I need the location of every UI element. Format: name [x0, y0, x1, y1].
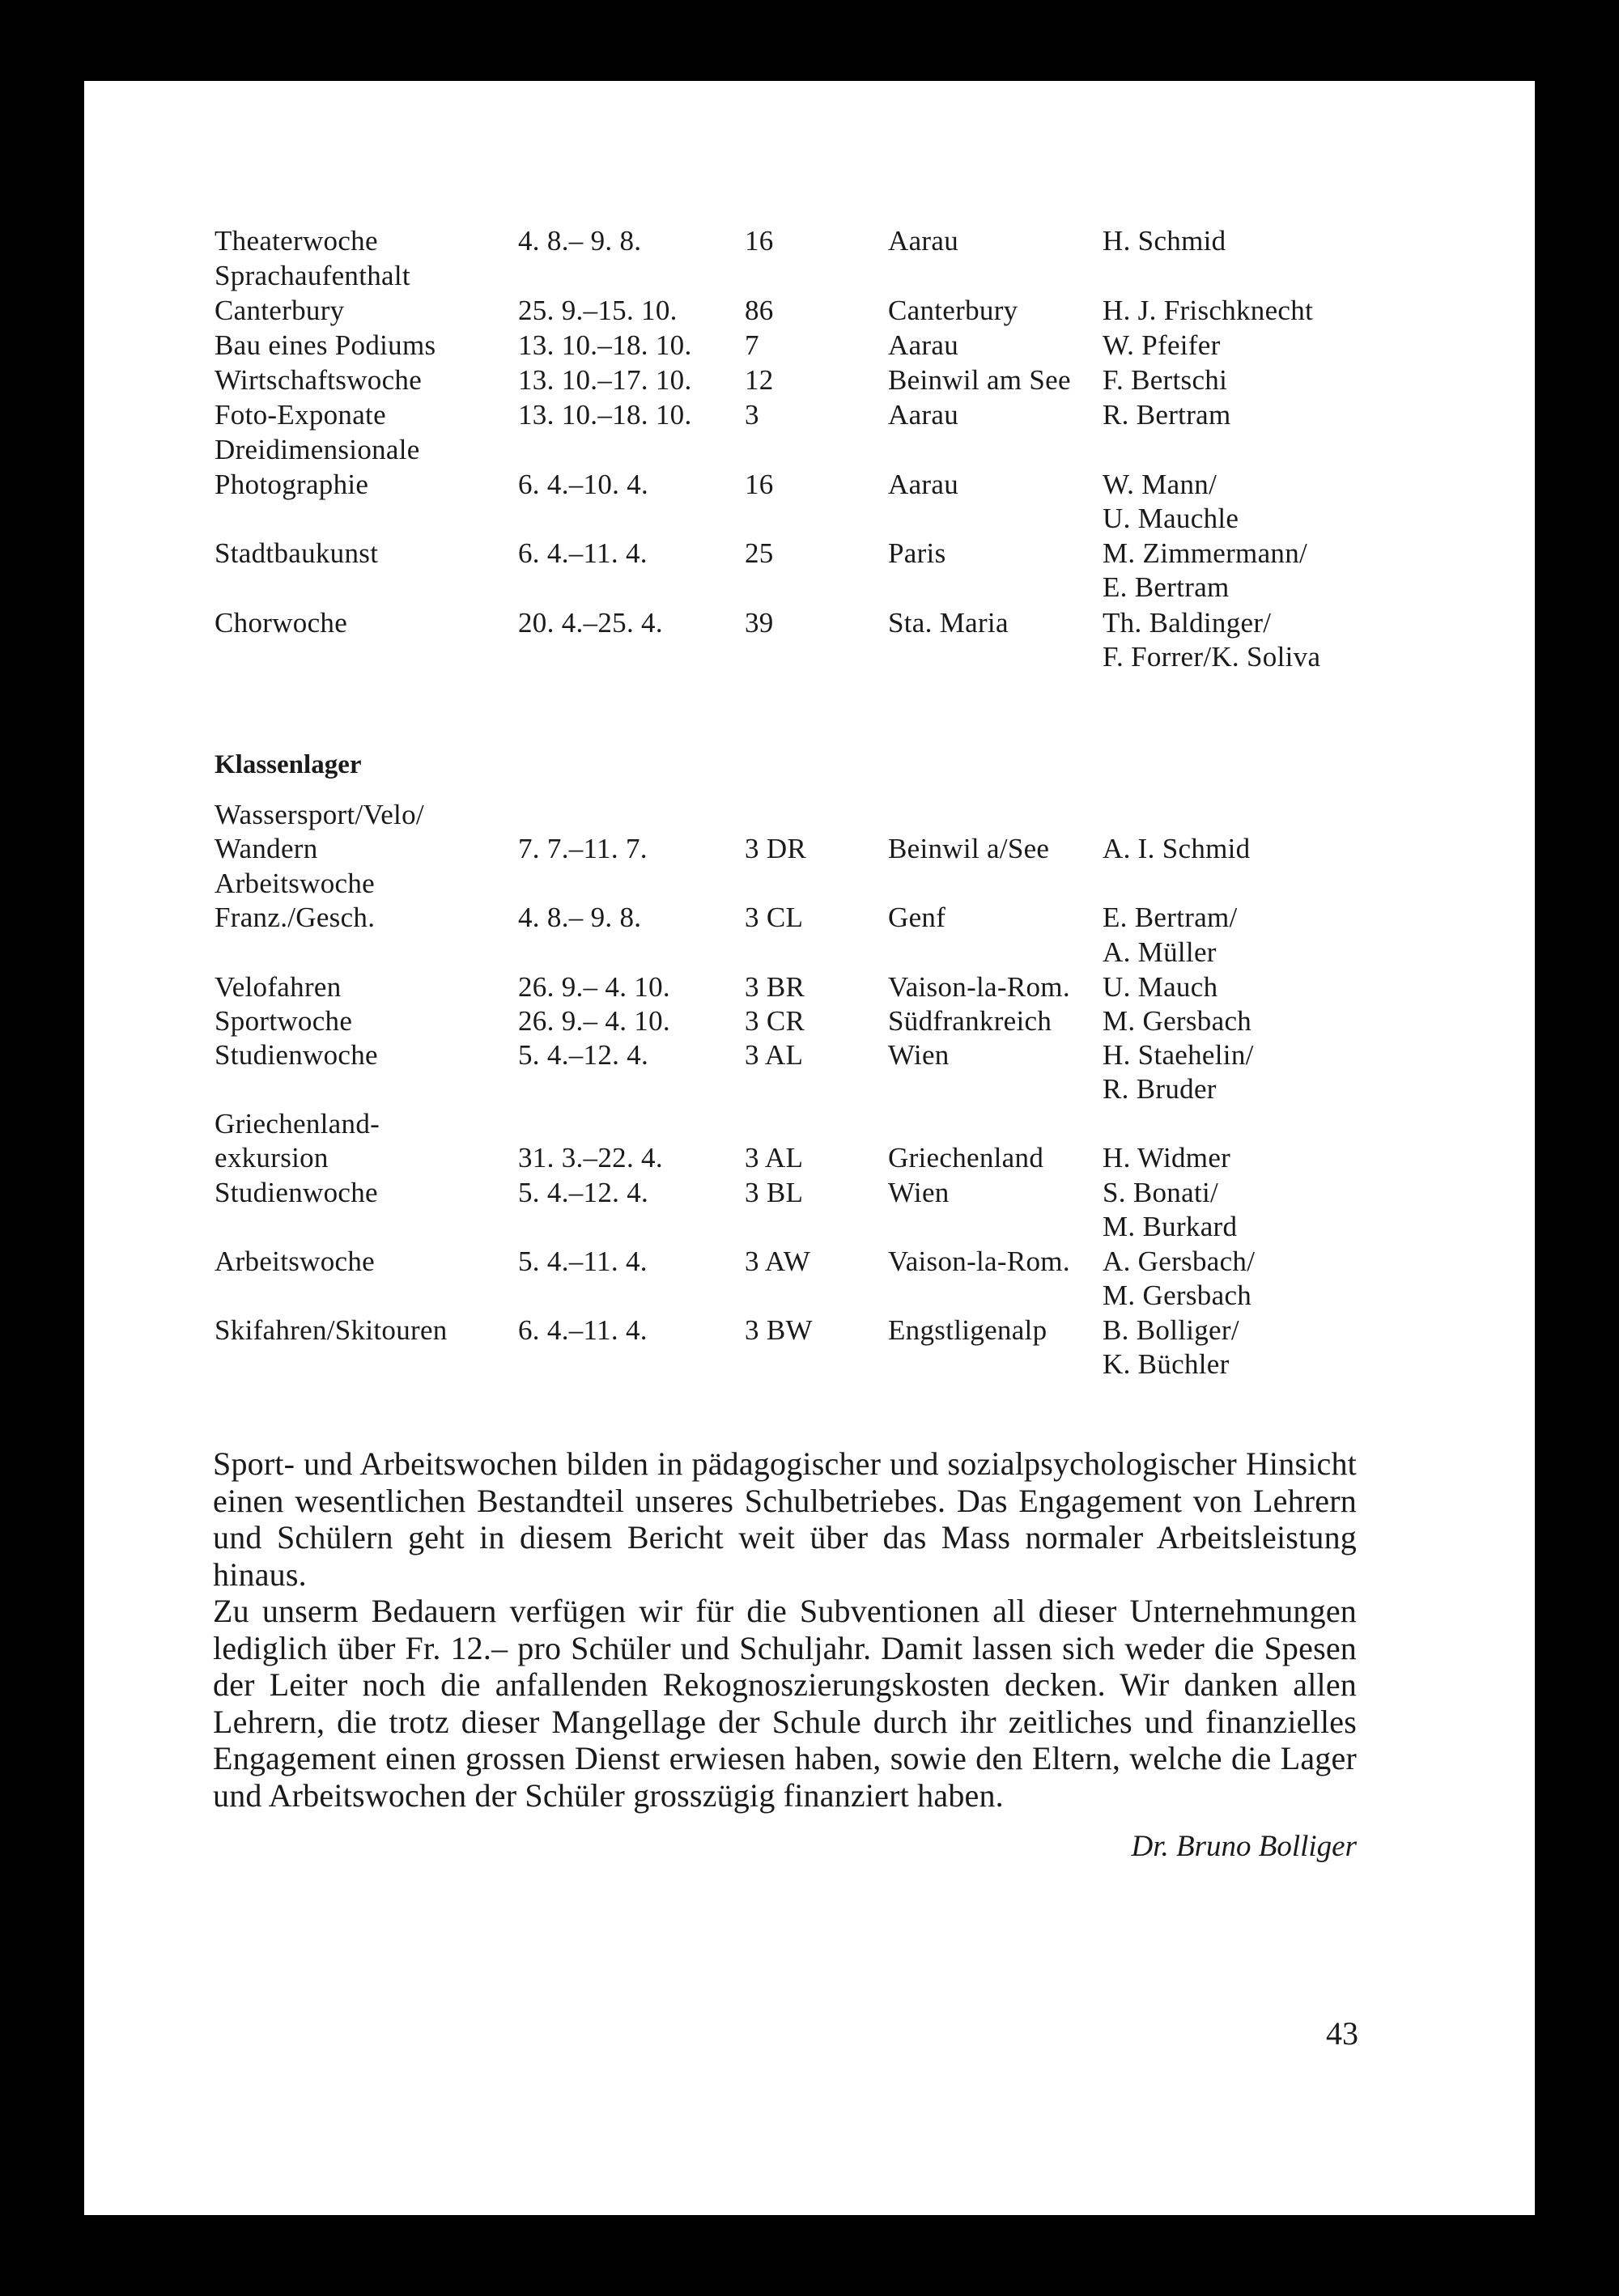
- activity-cell: Griechenland-: [215, 1108, 380, 1140]
- activity-cell: Chorwoche: [215, 607, 348, 639]
- date-cell: 4. 8.– 9. 8.: [518, 902, 642, 933]
- leader-cell: K. Büchler: [1103, 1348, 1230, 1380]
- place-cell: Paris: [888, 537, 946, 569]
- leader-cell: B. Bolliger/: [1103, 1314, 1239, 1346]
- leader-cell: E. Bertram/: [1103, 902, 1238, 933]
- activity-cell: Skifahren/Skitouren: [215, 1314, 448, 1346]
- date-cell: 5. 4.–12. 4.: [518, 1177, 649, 1208]
- activity-cell: Franz./Gesch.: [215, 902, 376, 933]
- activity-cell: Theaterwoche: [215, 225, 378, 257]
- leader-cell: M. Gersbach: [1103, 1280, 1252, 1311]
- place-cell: Aarau: [888, 329, 959, 361]
- leader-cell: Th. Baldinger/: [1103, 607, 1272, 639]
- leader-cell: F. Bertschi: [1103, 364, 1228, 396]
- date-cell: 13. 10.–18. 10.: [518, 329, 692, 361]
- activity-cell: Bau eines Podiums: [215, 329, 436, 361]
- count-cell: 25: [745, 537, 774, 569]
- class-cell: 3 BL: [745, 1177, 804, 1208]
- class-cell: 3 AL: [745, 1039, 804, 1071]
- leader-cell: H. Schmid: [1103, 225, 1226, 257]
- leader-cell: M. Burkard: [1103, 1211, 1238, 1242]
- page-number: 43: [1326, 2015, 1358, 2052]
- date-cell: 13. 10.–17. 10.: [518, 364, 692, 396]
- activity-cell: exkursion: [215, 1142, 329, 1173]
- leader-cell: F. Forrer/K. Soliva: [1103, 641, 1321, 673]
- place-cell: Canterbury: [888, 295, 1018, 326]
- count-cell: 3: [745, 399, 759, 431]
- leader-cell: W. Mann/: [1103, 469, 1217, 500]
- date-cell: 25. 9.–15. 10.: [518, 295, 678, 326]
- leader-cell: M. Gersbach: [1103, 1005, 1252, 1037]
- count-cell: 16: [745, 225, 774, 257]
- leader-cell: R. Bertram: [1103, 399, 1231, 431]
- leader-cell: H. J. Frischknecht: [1103, 295, 1314, 326]
- place-cell: Aarau: [888, 399, 959, 431]
- activity-cell: Studienwoche: [215, 1039, 378, 1071]
- place-cell: Beinwil a/See: [888, 833, 1050, 864]
- leader-cell: M. Zimmermann/: [1103, 537, 1308, 569]
- place-cell: Südfrankreich: [888, 1005, 1052, 1037]
- activity-cell: Stadtbaukunst: [215, 537, 379, 569]
- place-cell: Vaison-la-Rom.: [888, 971, 1070, 1003]
- place-cell: Vaison-la-Rom.: [888, 1246, 1070, 1277]
- activity-cell: Foto-Exponate: [215, 399, 386, 431]
- leader-cell: A. Müller: [1103, 936, 1217, 968]
- leader-cell: S. Bonati/: [1103, 1177, 1219, 1208]
- author-signature: Dr. Bruno Bolliger: [1131, 1830, 1357, 1863]
- class-cell: 3 DR: [745, 833, 807, 864]
- leader-cell: R. Bruder: [1103, 1073, 1217, 1105]
- date-cell: 20. 4.–25. 4.: [518, 607, 663, 639]
- class-cell: 3 CR: [745, 1005, 805, 1037]
- count-cell: 7: [745, 329, 759, 361]
- section-heading-klassenlager: Klassenlager: [215, 750, 362, 779]
- place-cell: Engstligenalp: [888, 1314, 1047, 1346]
- class-cell: 3 BR: [745, 971, 805, 1003]
- class-cell: 3 AW: [745, 1246, 811, 1277]
- place-cell: Wien: [888, 1039, 950, 1071]
- date-cell: 31. 3.–22. 4.: [518, 1142, 663, 1173]
- class-cell: 3 CL: [745, 902, 804, 933]
- activity-cell: Wassersport/Velo/: [215, 799, 424, 830]
- date-cell: 6. 4.–11. 4.: [518, 537, 648, 569]
- date-cell: 7. 7.–11. 7.: [518, 833, 648, 864]
- leader-cell: U. Mauchle: [1103, 503, 1239, 534]
- date-cell: 26. 9.– 4. 10.: [518, 1005, 670, 1037]
- date-cell: 4. 8.– 9. 8.: [518, 225, 642, 257]
- body-paragraph: Sport- und Arbeitswochen bilden in pädagogischer und sozialpsychologischer Hinsicht einen wesentlichen Bestandteil unseres Schulbetriebes. Das Engagement von Lehrern und Schülern geht in diesem Bericht weit über das Mass normaler Arbeitsleistung hinaus.: [213, 1445, 1357, 1593]
- date-cell: 26. 9.– 4. 10.: [518, 971, 670, 1003]
- leader-cell: U. Mauch: [1103, 971, 1218, 1003]
- date-cell: 13. 10.–18. 10.: [518, 399, 692, 431]
- place-cell: Aarau: [888, 469, 959, 500]
- leader-cell: H. Widmer: [1103, 1142, 1231, 1173]
- place-cell: Sta. Maria: [888, 607, 1009, 639]
- place-cell: Beinwil am See: [888, 364, 1071, 396]
- leader-cell: A. I. Schmid: [1103, 833, 1251, 864]
- date-cell: 5. 4.–11. 4.: [518, 1246, 648, 1277]
- activity-cell: Arbeitswoche: [215, 1246, 375, 1277]
- date-cell: 6. 4.–10. 4.: [518, 469, 649, 500]
- leader-cell: E. Bertram: [1103, 571, 1230, 603]
- count-cell: 16: [745, 469, 774, 500]
- activity-cell: Dreidimensionale: [215, 434, 420, 465]
- place-cell: Genf: [888, 902, 946, 933]
- activity-cell: Canterbury: [215, 295, 345, 326]
- activity-cell: Arbeitswoche: [215, 868, 375, 899]
- activity-cell: Sportwoche: [215, 1005, 353, 1037]
- body-paragraph: Zu unserm Bedauern verfügen wir für die Subventionen all dieser Unternehmungen lediglich über Fr. 12.– pro Schüler und Schuljahr. Damit lassen sich weder die Spesen der Leiter noch die anfallenden Rekognoszierungskosten decken. Wir danken allen Lehrern, die trotz dieser Mangellage der Schule durch ihr zeitliches und finanzielles Engagement einen grossen Dienst erwiesen haben, sowie den Eltern, welche die Lager und Arbeitswochen der Schüler grosszügig finanziert haben.: [213, 1593, 1357, 1814]
- activity-cell: Velofahren: [215, 971, 342, 1003]
- date-cell: 6. 4.–11. 4.: [518, 1314, 648, 1346]
- activity-cell: Studienwoche: [215, 1177, 378, 1208]
- activity-cell: Sprachaufenthalt: [215, 260, 410, 291]
- activity-cell: Wirtschaftswoche: [215, 364, 423, 396]
- count-cell: 39: [745, 607, 774, 639]
- leader-cell: W. Pfeifer: [1103, 329, 1221, 361]
- place-cell: Wien: [888, 1177, 950, 1208]
- date-cell: 5. 4.–12. 4.: [518, 1039, 649, 1071]
- class-cell: 3 AL: [745, 1142, 804, 1173]
- count-cell: 86: [745, 295, 774, 326]
- leader-cell: H. Staehelin/: [1103, 1039, 1254, 1071]
- leader-cell: A. Gersbach/: [1103, 1246, 1256, 1277]
- activity-cell: Photographie: [215, 469, 369, 500]
- count-cell: 12: [745, 364, 774, 396]
- activity-cell: Wandern: [215, 833, 318, 864]
- place-cell: Griechenland: [888, 1142, 1044, 1173]
- place-cell: Aarau: [888, 225, 959, 257]
- class-cell: 3 BW: [745, 1314, 813, 1346]
